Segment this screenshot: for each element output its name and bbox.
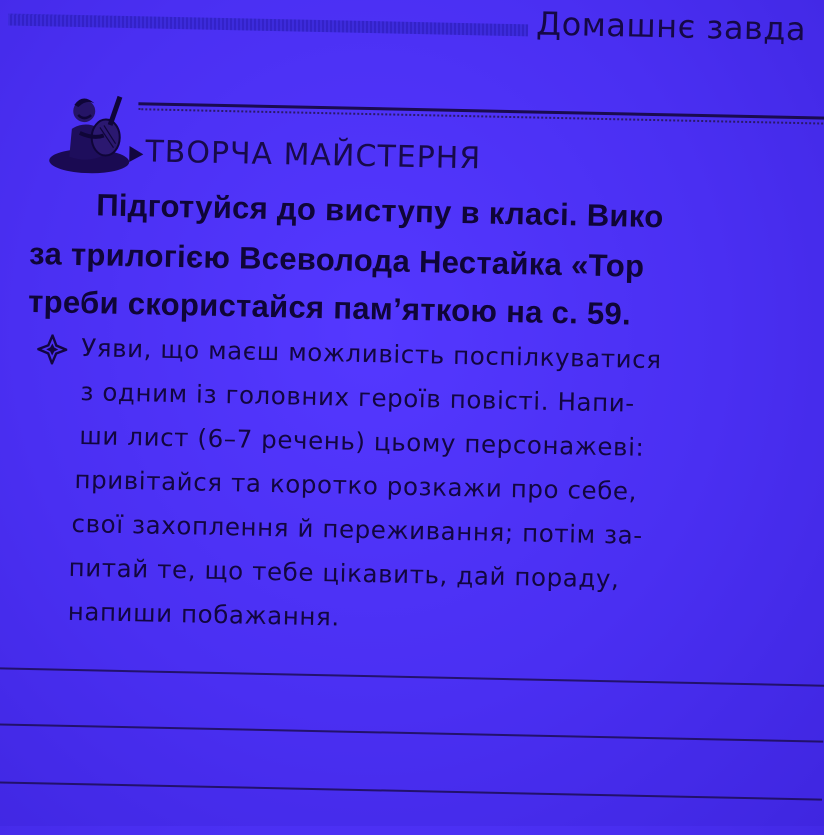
section-divider	[138, 102, 824, 120]
task-line: ши лист (6–7 речень) цьому персонажеві:	[79, 421, 645, 462]
task-line: свої захоплення й переживання; потім за-	[71, 508, 644, 550]
header-title: Домашнє завда	[535, 4, 807, 49]
diamond-star-icon	[37, 334, 68, 365]
intro-line: треби скористайся пам’яткою на с. 59.	[27, 283, 632, 332]
writing-line	[0, 723, 823, 742]
task-line: Уяви, що маєш можливість поспілкуватися	[80, 333, 662, 375]
intro-line: за трилогією Всеволода Нестайка «Тор	[28, 235, 645, 284]
intro-line: Підготуйся до виступу в класі. Вико	[95, 187, 664, 235]
section-title: ТВОРЧА МАЙСТЕРНЯ	[145, 134, 482, 177]
task-line: з одним із головних героїв повісті. Напи-	[80, 377, 636, 418]
writing-line	[0, 781, 822, 800]
task-line: питай те, що тебе цікавить, дай пораду,	[68, 552, 620, 594]
writing-line	[0, 667, 824, 686]
kobzar-mascot-icon	[43, 80, 145, 182]
task-line: напиши побажання.	[67, 596, 341, 632]
header-decorative-bar	[8, 13, 528, 36]
task-line: привітайся та коротко розкажи про себе,	[74, 464, 638, 506]
